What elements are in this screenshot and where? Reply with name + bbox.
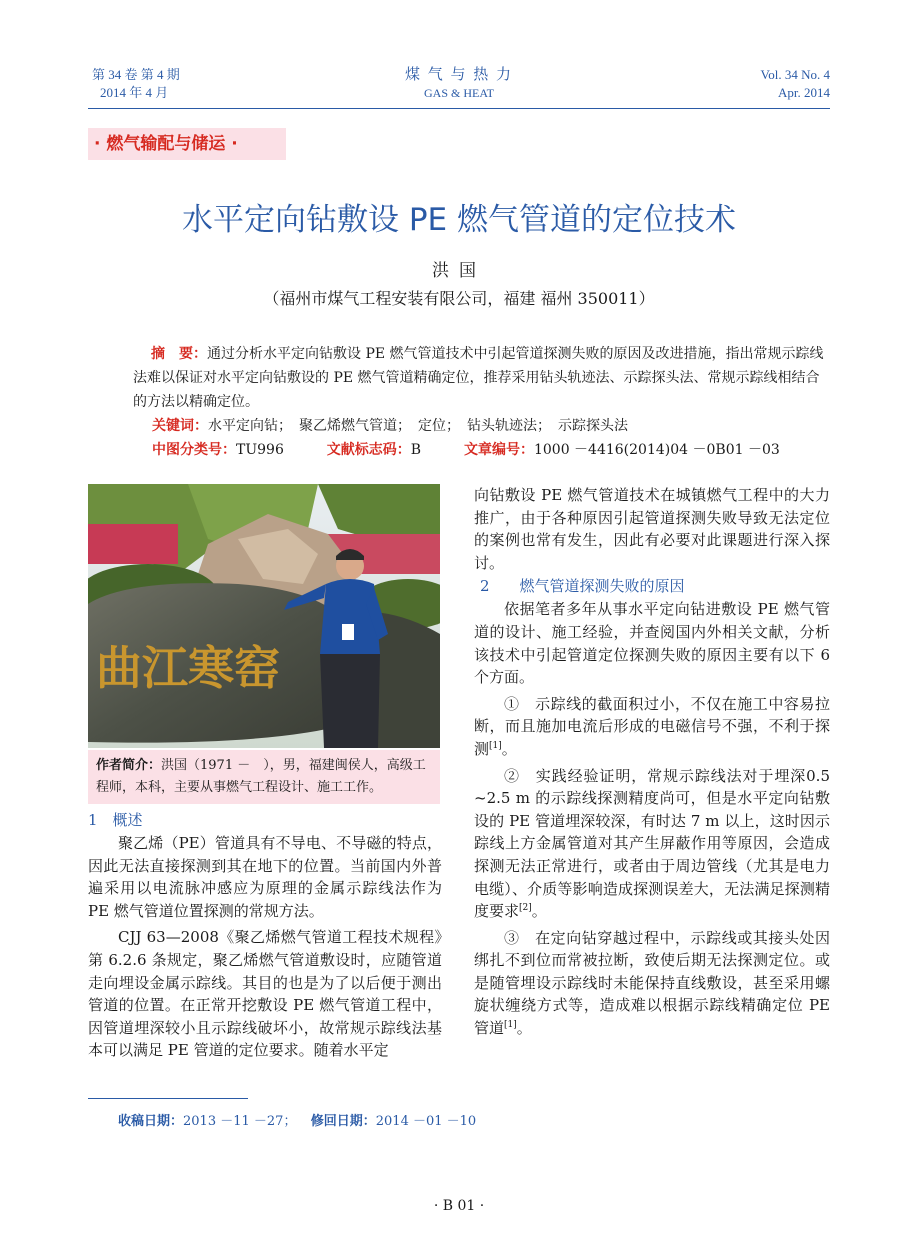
keywords-line <box>152 414 852 438</box>
right-paragraph-3 <box>474 765 830 923</box>
abstract-label: 摘 要： <box>151 346 207 362</box>
right-paragraph-2-text: ① 示踪线的截面积过小，不仅在施工中容易拉断，而且施加电流后形成的电磁信号不强，不利于探测 <box>474 694 830 758</box>
keywords-text: 水平定向钻； 聚乙烯燃气管道； 定位； 钻头轨迹法； 示踪探头法 <box>208 418 628 434</box>
abstract-text: 通过分析水平定向钻敷设 PE 燃气管道技术中引起管道探测失败的原因及改进措施，指出常规示踪线法难以保证对水平定向钻敷设的 PE 燃气管道精确定位，推荐采用钻头轨迹法、示踪探头法、常规示踪线相结合的方法以精确定位。 <box>133 346 824 410</box>
page-number: · B 01 · <box>433 1198 485 1214</box>
doc-code-value: B <box>410 442 422 458</box>
date-cn-label: 2014 年 4 月 <box>100 85 169 100</box>
section-tag: · 燃气输配与储运 · <box>88 128 286 160</box>
header-rule <box>88 108 830 109</box>
right-paragraph-3-text: ② 实践经验证明，常规示踪线法对于埋深0.5 ~2.5 m 的示踪线探测精度尚可，但是水平定向钻敷设的 PE 管道埋深较深，有时达 7 m 以上，这时因示踪线上方金属管道对其产生屏蔽作用等原因，会造成探测无法正常进行，或者由于周边管线（尤其是电力电缆）、介质等影响造成探测误差大，无法满足探测精度要求 <box>474 766 830 921</box>
volume-en-label: Vol. 34 No. 4 <box>760 67 830 82</box>
right-paragraph-1: 依据笔者多年从事水平定向钻进敷设 PE 燃气管道的设计、施工经验，并查阅国内外相关文献，分析该技术中引起管道定位探测失败的原因主要有以下 6 个方面。 <box>474 600 830 687</box>
article-number-label: 文章编号： <box>463 442 534 458</box>
keywords-label: 关键词： <box>152 418 208 434</box>
left-paragraph-1: 聚乙烯（PE）管道具有不导电、不导磁的特点，因此无法直接探测到其在地下的位置。当前国内外普遍采用以电流脉冲感应为原理的金属示踪线法作为 PE 燃气管道位置探测的常规方法。 <box>88 834 442 920</box>
abstract <box>133 342 833 414</box>
right-paragraph-0: 向钻敷设 PE 燃气管道技术在城镇燃气工程中的大力推广，由于各种原因引起管道探测失败导致无法定位的案例也常有发生，因此有必要对此课题进行深入探讨。 <box>474 486 830 572</box>
stone-inscription: 曲江寒窑 <box>96 641 280 695</box>
volume-issue-label: 第 34 卷 第 4 期 <box>92 67 180 82</box>
footnote-rule <box>88 1098 248 1099</box>
article-title: 水平定向钻敷设 PE 燃气管道的定位技术 <box>182 202 736 238</box>
revised-date: 2014 －01 －10 <box>375 1114 477 1129</box>
volume-issue-en <box>720 66 830 102</box>
right-paragraph-4-text: ③ 在定向钻穿越过程中，示踪线或其接头处因绑扎不到位而常被拉断，致使后期无法探测定位。或是随管埋设示踪线时未能保持直线敷设，甚至采用螺旋状缠绕方式等，造成难以根据示踪线精确定位 PE 管道 <box>474 928 830 1038</box>
right-paragraph-2 <box>474 693 830 761</box>
journal-name <box>359 66 559 102</box>
date-en-label: Apr. 2014 <box>778 85 830 100</box>
footnote-dates <box>118 1110 476 1129</box>
author-bio <box>88 750 440 804</box>
volume-issue-cn <box>92 66 180 102</box>
left-paragraph-2: CJJ 63—2008《聚乙烯燃气管道工程技术规程》第 6.2.6 条规定，聚乙烯燃气管道敷设时，应随管道走向埋设金属示踪线。其目的也是为了以后便于测出管道的位置。在正常开挖敷设 PE 燃气管道工程中，因管道埋深较小且示踪线破坏小，故常规示踪线法基本可以满足 PE 管道的定位要求。随着水平定 <box>88 928 442 1060</box>
citation-ref: [1] <box>489 740 502 751</box>
received-label: 收稿日期： <box>118 1114 184 1129</box>
revised-label: 修回日期： <box>310 1114 376 1129</box>
classification-line <box>152 438 852 462</box>
author-name: 洪国 <box>432 261 486 281</box>
section-1-heading: 1 概述 <box>88 811 143 829</box>
journal-name-en: GAS & HEAT <box>423 86 494 100</box>
right-paragraph-2-end: 。 <box>501 739 517 758</box>
doc-code-label: 文献标志码： <box>326 442 411 458</box>
left-column <box>88 808 442 1062</box>
abstract-paragraph <box>87 342 833 414</box>
right-column <box>474 484 830 1040</box>
citation-ref: [1] <box>504 1020 517 1031</box>
clc-value: TU996 <box>236 442 284 458</box>
journal-name-cn: 煤 气 与 热 力 <box>404 67 513 83</box>
author-photo-image <box>88 484 440 748</box>
right-paragraph-3-end: 。 <box>531 902 547 921</box>
author-bio-label: 作者简介： <box>96 758 162 773</box>
author-affiliation: （福州市煤气工程安装有限公司，福建 福州 350011） <box>263 289 655 308</box>
clc-label: 中图分类号： <box>152 442 236 458</box>
author-bio-text: 洪国（1971 － ），男，福建闽侯人，高级工程师，本科，主要从事燃气工程设计、施工工作。 <box>96 758 426 795</box>
right-paragraph-4-end: 。 <box>516 1019 532 1038</box>
right-paragraph-4 <box>474 927 830 1040</box>
section-2-heading: 2 燃气管道探测失败的原因 <box>480 577 685 596</box>
citation-ref: [2] <box>519 903 532 914</box>
article-number-value: 1000 －4416(2014)04 －0B01 －03 <box>533 442 780 458</box>
author-photo <box>88 484 440 748</box>
received-date: 2013 －11 －27； <box>183 1114 297 1129</box>
